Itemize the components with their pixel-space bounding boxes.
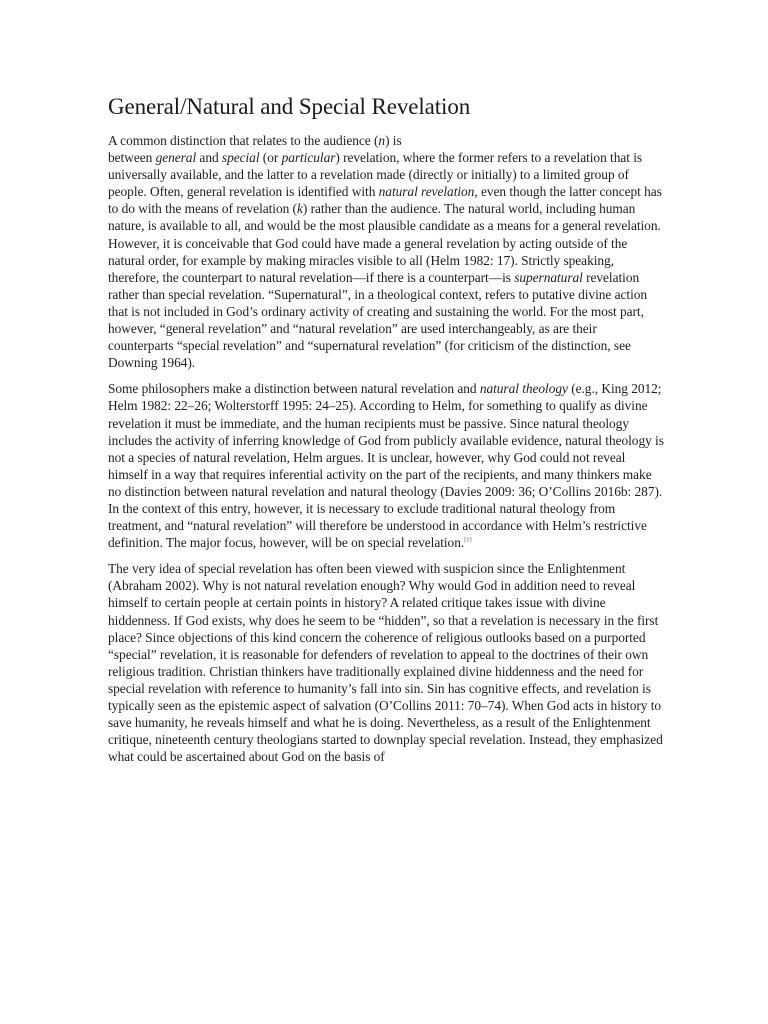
text-run: A common distinction that relates to the audience ( <box>108 133 379 148</box>
paragraph-special-revelation: The very idea of special revelation has often been viewed with suspicion since the Enlightenment (Abraham 2002). Why is not natural revelation enough? Why would God in addition need to reveal himself to certain people at certain points in history? A related critique takes issue with divine hiddenness. If God exists, why does he seem to be “hidden”, so that a revelation is necessary in the first place? Since objections of this kind concern the coherence of religious outlooks based on a purported “special” revelation, it is reasonable for defenders of revelation to appeal to the doctrines of their own religious tradition. Christian thinkers have traditionally explained divine hiddenness and the need for special revelation with reference to humanity’s fall into sin. Sin has cognitive effects, and revelation is typically seen as the epistemic aspect of salvation (O’Collins 2011: 70–74). When God acts in history to save humanity, he reveals himself and what he is doing. Nevertheless, as a result of the Enlightenment critique, nineteenth century theologians started to downplay special revelation. Instead, they emphasized what could be ascertained about God on the basis of <box>108 561 663 765</box>
text-run: ) rather than the audience. The natural world, including human nature, is available to all, and would be the most plausible candidate as a means for a general revelation. However, it is conceivable that God could have made a general revelation by acting outside of the natural order, for example by making miracles visible to all (Helm 1982: 17). Strictly speaking, therefore, the counterpart to natural revelation—if there is a counterpart—is <box>108 201 661 285</box>
text-run: (or <box>259 150 282 166</box>
footnote-link[interactable]: [1] <box>464 536 472 544</box>
text-run: between <box>108 150 156 166</box>
text-run: revelation rather than special revelation. “Supernatural”, in a theological context, refers to putative divine action that is not included in God’s ordinary activity of creating and sustaining the world. For the most part, however, “general revelation” and “natural revelation” are used interchangeably, as are their counterparts “special revelation” and “supernatural revelation” (for criticism of the distinction, see Downing 1964). <box>108 269 648 371</box>
italic-term-natural-revelation: natural revelation <box>378 184 475 200</box>
paragraph-natural-theology <box>108 380 664 551</box>
italic-term-natural-theology: natural theology <box>479 381 568 397</box>
italic-term-special: special <box>221 150 260 166</box>
italic-term-n: n <box>378 133 386 148</box>
text-run: ) is <box>385 133 402 148</box>
italic-term-supernatural: supernatural <box>514 269 583 285</box>
paragraph-general-special <box>108 132 664 371</box>
article <box>108 92 664 774</box>
italic-term-general: general <box>155 150 197 166</box>
text-run: and <box>196 150 222 166</box>
text-run: (e.g., King 2012; Helm 1982: 22–26; Wolterstorff 1995: 24–25). According to Helm, for something to qualify as divine revelation it must be immediate, and the human recipients must be passive. Since natural theology includes the activity of inferring knowledge of God from publicly available evidence, natural theology is not a species of natural revelation, Helm argues. It is unclear, however, why God could not reveal himself in a way that requires inferential activity on the part of the recipients, and many thinkers make no distinction between natural revelation and natural theology (Davies 2009: 36; O’Collins 2016b: 287). In the context of this entry, however, it is necessary to exclude traditional natural theology from treatment, and “natural revelation” will therefore be understood in accordance with Helm’s restrictive definition. The major focus, however, will be on special revelation. <box>108 381 664 551</box>
text-run: ) revelation, where the former refers to a revelation that is universally available, and the latter to a revelation made (directly or initially) to a limited group of people. Often, general revelation is identified with <box>108 150 643 200</box>
text-run: , even though the latter concept has to do with the means of revelation ( <box>108 184 662 217</box>
italic-term-k: k <box>296 201 303 217</box>
text-run: Some philosophers make a distinction between natural revelation and <box>108 381 480 397</box>
italic-term-particular: particular <box>281 150 336 166</box>
section-heading: General/Natural and Special Revelation <box>108 94 471 119</box>
